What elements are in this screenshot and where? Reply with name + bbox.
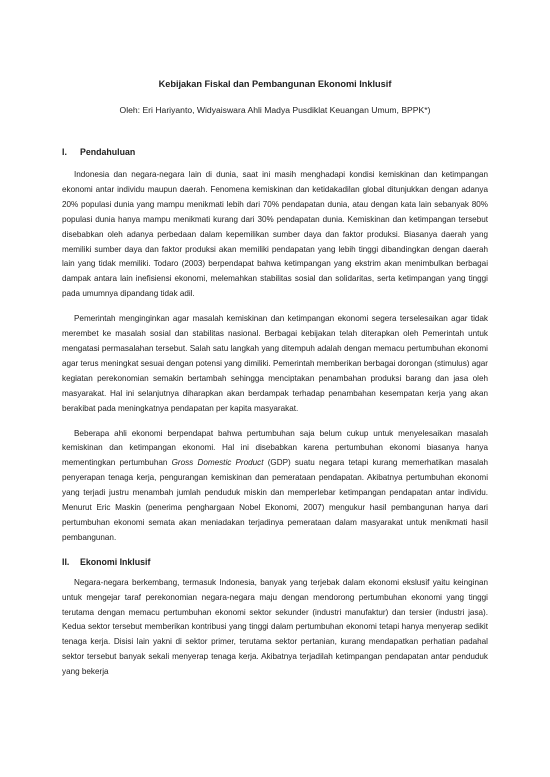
emphasized-term: Gross Domestic Product xyxy=(171,458,264,468)
paragraph-text: (GDP) suatu negara tetapi kurang memerhatikan masalah penyerapan tenaga kerja, pengurangan kemiskinan dan pemerataan pendapatan. Akibatnya pertumbuhan ekonomi yang terjadi justru menambah jumlah penduduk miskin dan memperlebar ketimpangan pendapatan antar individu. Menurut Eric Maskin (penerima penghargaan Nobel Ekonomi, 2007) mengukur hasil pembangunan hanya dari pertumbuhan ekonomi semata akan meniadakan terjadinya pemerataan dalam masyarakat untuk menikmati hasil pembangunan. xyxy=(62,458,489,542)
paragraph xyxy=(62,427,488,546)
document-author: Oleh: Eri Hariyanto, Widyaiswara Ahli Madya Pusdiklat Keuangan Umum, BPPK*) xyxy=(119,105,431,115)
paragraph: Negara-negara berkembang, termasuk Indonesia, banyak yang terjebak dalam ekonomi ekslusif yaitu keinginan untuk mengejar taraf perekonomian negara-negara maju dengan mendorong pertumbuhan ekonomi yang tinggi terutama dengan memacu pertumbuhan ekonomi sektor sekunder (industri manufaktur) dan tersier (industri jasa). Kedua sektor tersebut memberikan kontribusi yang tinggi dalam pertumbuhan ekonomi tetapi hanya menyerap sedikit tenaga kerja. Disisi lain yakni di sektor primer, terutama sektor pertanian, kurang mendapatkan perhatian padahal sektor tersebut banyak sekali menyerap tenaga kerja. Akibatnya terjadilah ketimpangan pendapatan antar penduduk yang bekerja xyxy=(62,577,488,677)
section-heading-ekonomi-inklusif xyxy=(62,556,488,568)
paragraph-text: Beberapa ahli ekonomi berpendapat bahwa pertumbuhan saja belum cukup untuk menyelesaikan masalah kemiskinan dan ketimpangan ekonomi. Hal ini disebabkan karena pertumbuhan ekonomi biasanya hanya mementingkan pertumbuhan xyxy=(62,428,488,468)
paragraph: Pemerintah menginginkan agar masalah kemiskinan dan ketimpangan ekonomi segera terselesaikan agar tidak merembet ke masalah sosial dan stabilitas nasional. Berbagai kebijakan telah diterapkan oleh Pemerintah untuk mengatasi permasalahan tersebut. Salah satu langkah yang ditempuh adalah dengan memacu pertumbuhan ekonomi agar terus meningkat sesuai dengan potensi yang dimiliki. Pemerintah memberikan berbagai dorongan (stimulus) agar kegiatan perekonomian semakin bertambah sehingga menciptakan penambahan produksi barang dan jasa oleh masyarakat. Hal ini selanjutnya diharapkan akan berdampak terhadap penambahan kesempatan kerja yang akan berakibat pada meningkatnya pendapatan per kapita masyarakat. xyxy=(62,314,488,413)
document-title: Kebijakan Fiskal dan Pembangunan Ekonomi Inklusif xyxy=(158,79,392,89)
section-heading-pendahuluan xyxy=(62,146,488,158)
section-title: Ekonomi Inklusif xyxy=(80,556,151,567)
section-title: Pendahuluan xyxy=(80,147,136,157)
section-number: I. xyxy=(62,147,67,157)
paragraph: Indonesia dan negara-negara lain di dunia, saat ini masih menghadapi kondisi kemiskinan dan ketimpangan ekonomi antar individu maupun daerah. Fenomena kemiskinan dan ketidakadilan global ditunjukkan dengan adanya 20% populasi dunia yang mampu menikmati lebih dari 70% pendapatan dunia, atau dengan kata lain sebanyak 80% populasi dunia hanya mampu menikmati kurang dari 30% pendapatan dunia. Kemiskinan dan ketimpangan tersebut disebabkan oleh adanya perbedaan dalam kepemilikan sumber daya dan faktor produksi. Biasanya daerah yang memiliki sumber daya dan faktor produksi akan memiliki pendapatan yang lebih tinggi dibandingkan dengan daerah lain yang tidak memiliki. Todaro (2003) berpendapat bahwa ketimpangan yang ekstrim akan menimbulkan berbagai dampak antara lain inefisiensi ekonomi, melemahkan stabilitas sosial dan solidaritas, serta ketimpangan yang tinggi pada umumnya dipandang tidak adil. xyxy=(62,170,488,299)
section-number: II. xyxy=(62,556,70,567)
